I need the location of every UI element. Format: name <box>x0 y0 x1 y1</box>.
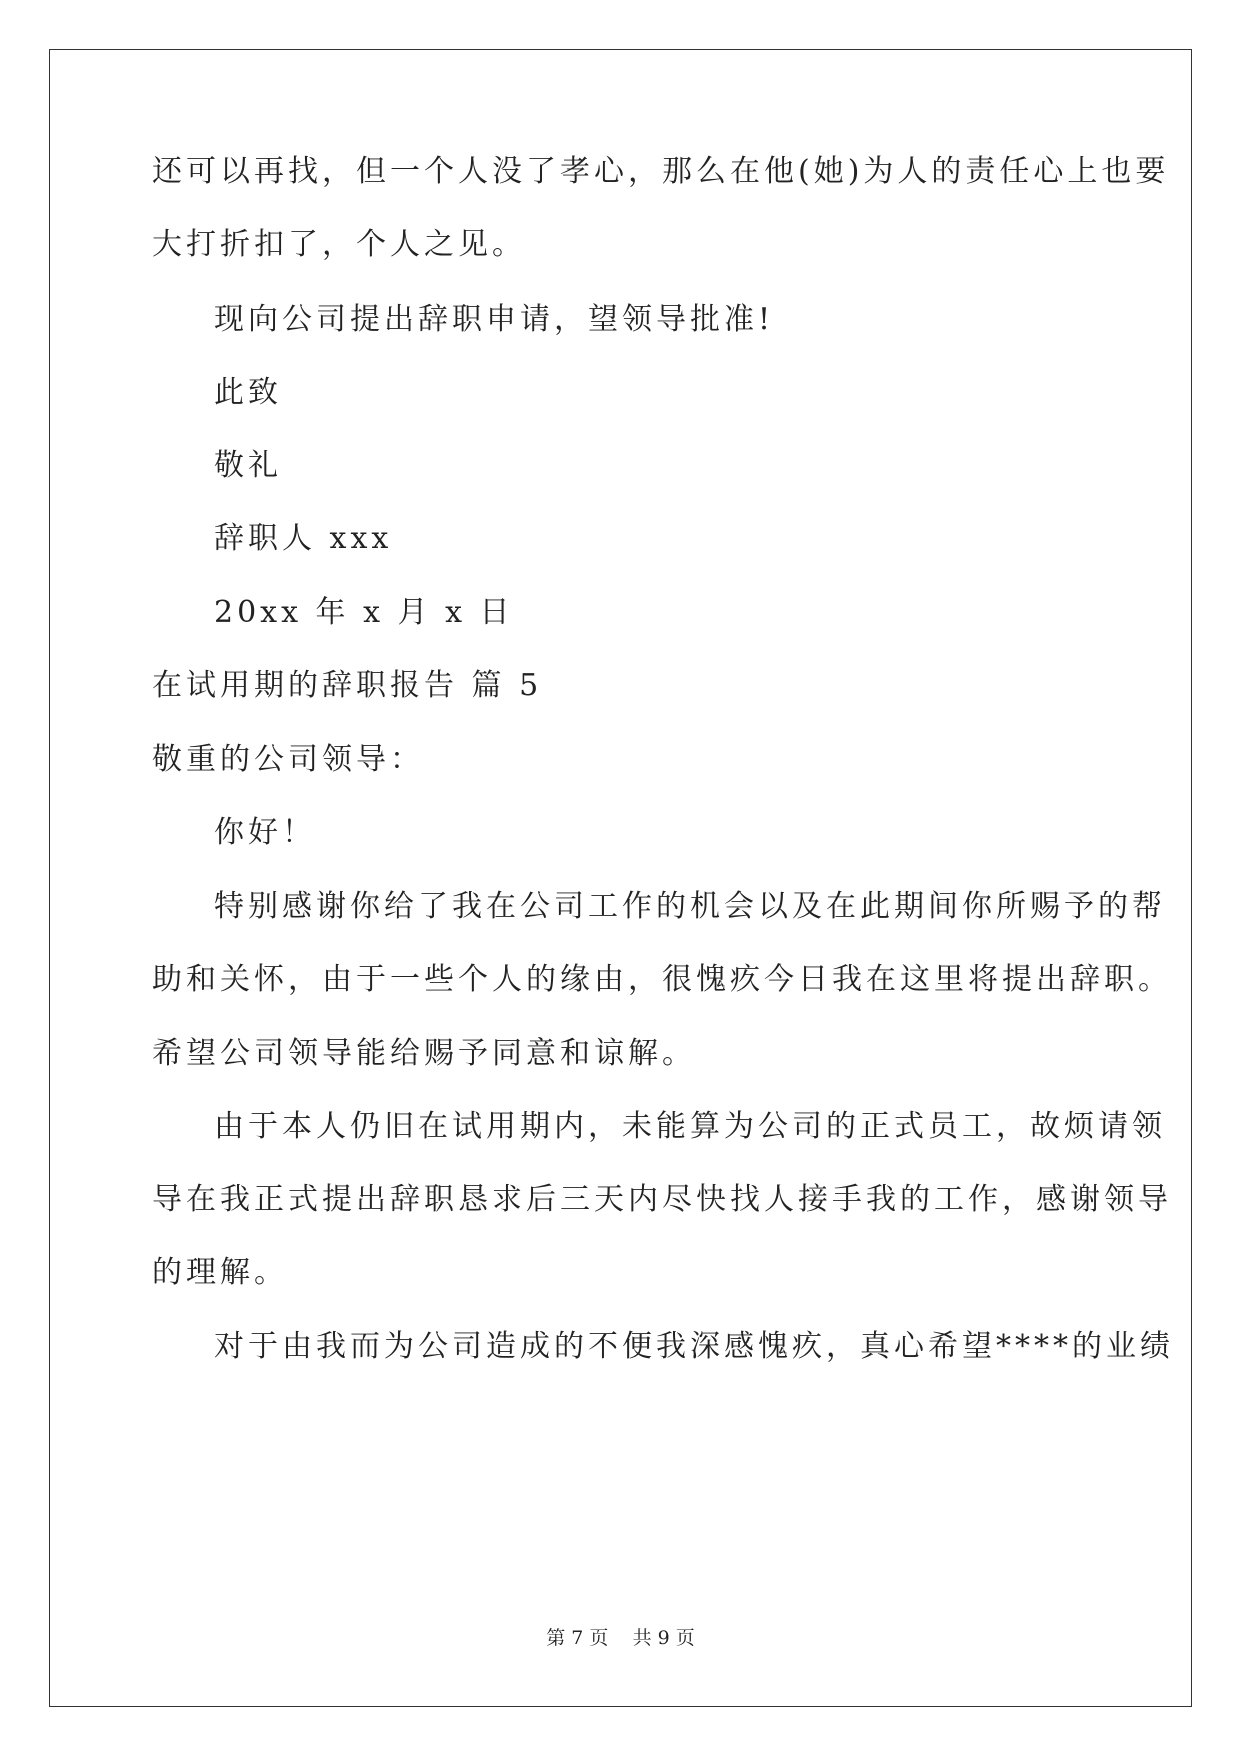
body-text-line: 大打折扣了，个人之见。 <box>152 227 526 262</box>
section-heading: 在试用期的辞职报告 篇 5 <box>152 668 543 703</box>
body-text-line: 的理解。 <box>152 1255 288 1290</box>
page-border <box>49 49 1192 1707</box>
body-text-line: 导在我正式提出辞职恳求后三天内尽快找人接手我的工作，感谢领导 <box>152 1182 1172 1217</box>
body-text-line: 还可以再找，但一个人没了孝心，那么在他(她)为人的责任心上也要 <box>152 154 1170 189</box>
body-text-line: 助和关怀，由于一些个人的缘由，很愧疚今日我在这里将提出辞职。 <box>152 962 1172 997</box>
body-text-line: 由于本人仍旧在试用期内，未能算为公司的正式员工，故烦请领 <box>214 1109 1166 1144</box>
body-text-line: 希望公司领导能给赐予同意和谅解。 <box>152 1036 696 1071</box>
page-number-footer: 第 7 页 共 9 页 <box>546 1627 695 1649</box>
closing-salutation: 敬礼 <box>214 448 282 483</box>
closing-phrase: 此致 <box>214 375 282 410</box>
letter-hello: 你好！ <box>214 815 316 850</box>
letter-greeting: 敬重的公司领导： <box>152 742 424 777</box>
signature-date: 20xx 年 x 月 x 日 <box>214 595 514 630</box>
body-text-line: 特别感谢你给了我在公司工作的机会以及在此期间你所赐予的帮 <box>214 889 1166 924</box>
body-text-line: 现向公司提出辞职申请，望领导批准! <box>214 302 775 337</box>
body-text-line: 对于由我而为公司造成的不便我深感愧疚，真心希望****的业绩 <box>214 1329 1174 1364</box>
signature-name: 辞职人 xxx <box>214 521 393 556</box>
